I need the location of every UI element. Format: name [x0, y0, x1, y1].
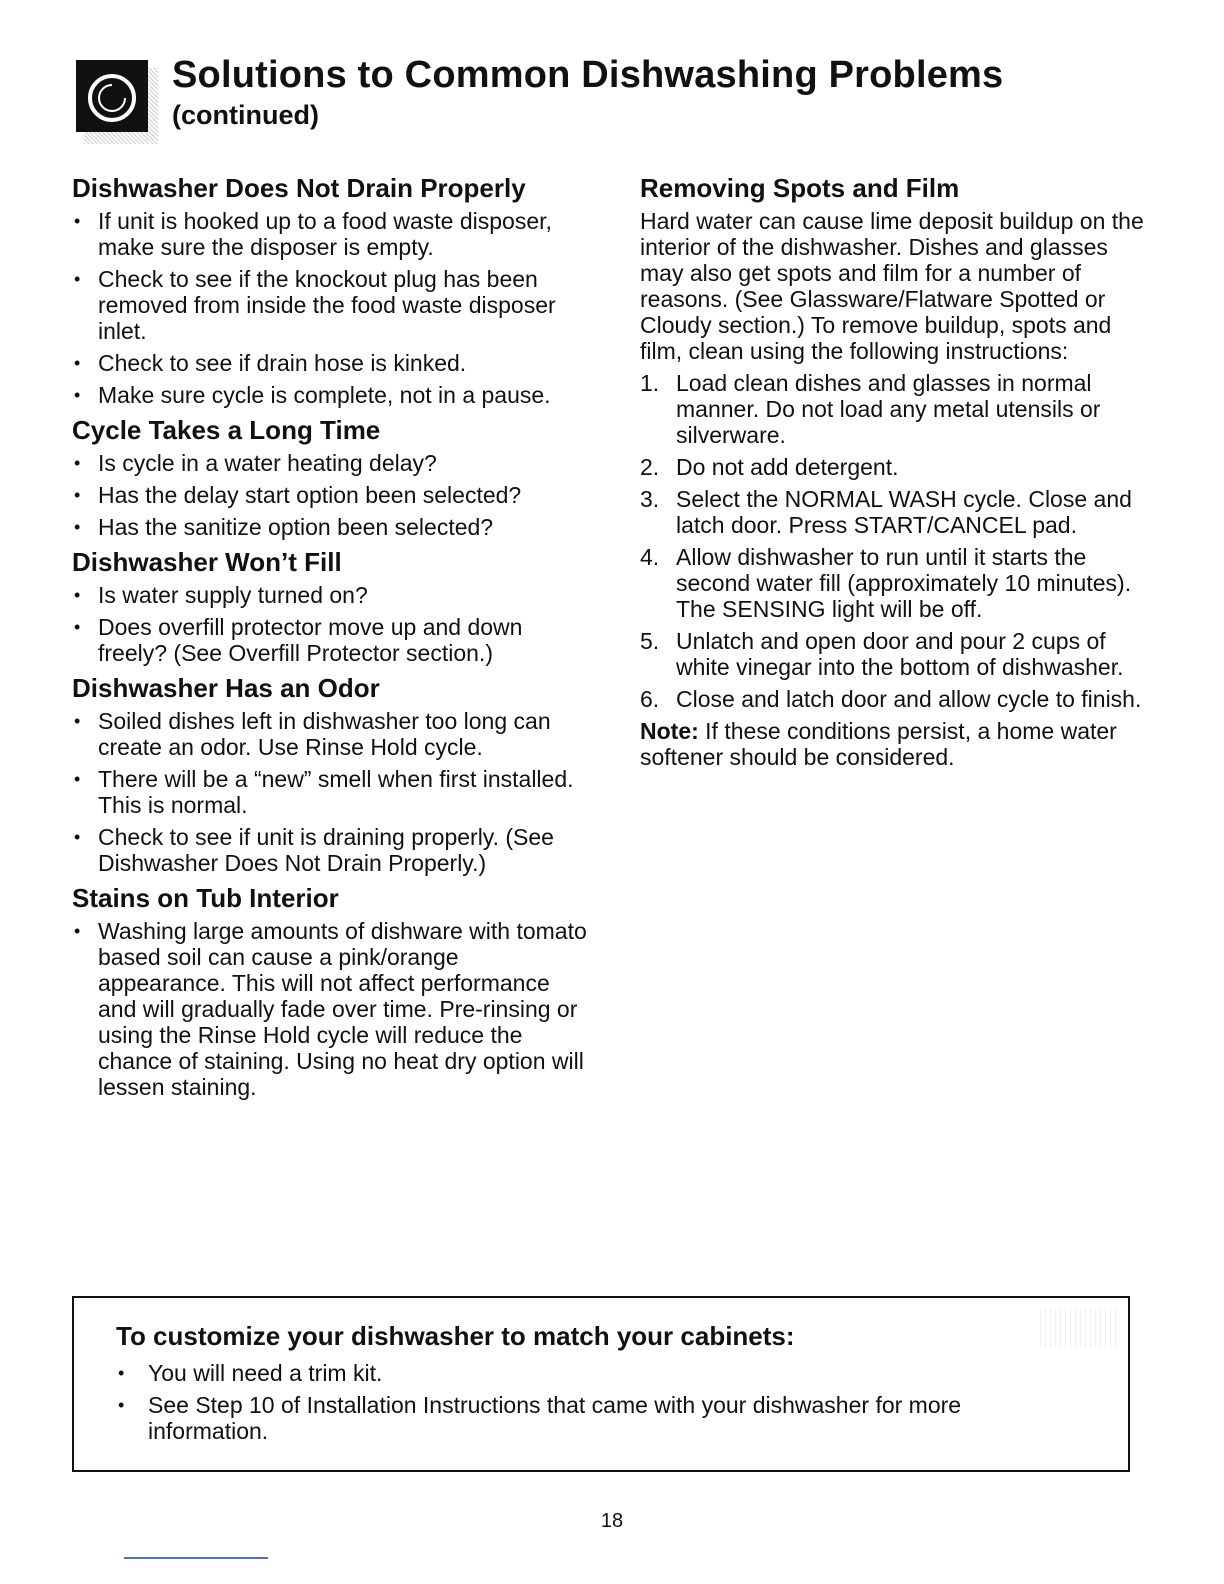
step-number: 3.: [640, 486, 660, 512]
note-text: If these conditions persist, a home water softener should be considered.: [640, 718, 1117, 770]
logo-shadow: [148, 68, 158, 144]
list-item: • Check to see if the knockout plug has been removed from inside the food waste disposer inlet.: [72, 266, 592, 344]
section-odor: [72, 672, 592, 876]
list-item: • Is cycle in a water heating delay?: [72, 450, 592, 476]
page-subtitle: (continued): [172, 100, 319, 130]
page-title: Solutions to Common Dishwashing Problems: [172, 54, 1004, 96]
list-item: • Does overfill protector move up and down freely? (See Overfill Protector section.): [72, 614, 592, 666]
right-column: [640, 172, 1150, 776]
step-text: Select the NORMAL WASH cycle. Close and latch door. Press START/CANCEL pad.: [676, 486, 1132, 538]
list-item: • You will need a trim kit.: [116, 1360, 1076, 1386]
step-text: Unlatch and open door and pour 2 cups of white vinegar into the bottom of dishwasher.: [676, 628, 1124, 680]
steps-list: [640, 370, 1150, 712]
note-paragraph: [640, 718, 1150, 770]
intro-paragraph: Hard water can cause lime deposit buildup on the interior of the dishwasher. Dishes and glasses may also get spots and film for a number of reasons. (See Glassware/Flatware Spotted or Cloudy section.) To remove buildup, spots and film, clean using the following instructions:: [640, 208, 1144, 364]
list-item: • See Step 10 of Installation Instructions that came with your dishwasher for more information.: [116, 1392, 1076, 1444]
logo-shadow: [84, 132, 156, 144]
step-number: 1.: [640, 370, 660, 396]
step-text: Load clean dishes and glasses in normal manner. Do not load any metal utensils or silverware.: [676, 370, 1101, 448]
step-item: [640, 486, 1150, 538]
step-item: [640, 686, 1150, 712]
section-long-time: [72, 414, 592, 540]
customize-box: [72, 1296, 1130, 1472]
list-item: • Check to see if unit is draining properly. (See Dishwasher Does Not Drain Properly.): [72, 824, 592, 876]
step-text: Allow dishwasher to run until it starts the second water fill (approximately 10 minutes). The SENSING light will be off.: [676, 544, 1132, 622]
page-number: 18: [600, 1510, 624, 1532]
dishwasher-logo-icon: [76, 60, 148, 132]
section-wont-fill: [72, 546, 592, 666]
section-does-not-drain: [72, 172, 592, 408]
list-item: • If unit is hooked up to a food waste disposer, make sure the disposer is empty.: [72, 208, 592, 260]
section-heading: Dishwasher Won’t Fill: [72, 547, 342, 577]
list-item: • Check to see if drain hose is kinked.: [72, 350, 592, 376]
section-stains: [72, 882, 592, 1100]
list-item: • Has the delay start option been selected?: [72, 482, 592, 508]
note-label: Note:: [640, 718, 699, 744]
step-number: 6.: [640, 686, 660, 712]
step-item: [640, 370, 1150, 448]
section-heading: Cycle Takes a Long Time: [72, 415, 381, 445]
list-item: • Washing large amounts of dishware with tomato based soil can cause a pink/orange appearance. This will not affect performance and will gradually fade over time. Pre-rinsing or using the Rinse Hold cycle will reduce the chance of staining. Using no heat dry option will lessen staining.: [72, 918, 592, 1100]
step-item: [640, 544, 1150, 622]
step-text: Do not add detergent.: [676, 454, 899, 480]
step-text: Close and latch door and allow cycle to finish.: [676, 686, 1142, 712]
section-heading: Stains on Tub Interior: [72, 883, 339, 913]
section-heading: Dishwasher Does Not Drain Properly: [72, 173, 526, 203]
list-item: • Soiled dishes left in dishwasher too long can create an odor. Use Rinse Hold cycle.: [72, 708, 592, 760]
list-item: • Has the sanitize option been selected?: [72, 514, 592, 540]
box-heading: To customize your dishwasher to match your cabinets:: [116, 1321, 795, 1351]
section-heading: Dishwasher Has an Odor: [72, 673, 380, 703]
footer-rule: [124, 1557, 268, 1559]
step-number: 2.: [640, 454, 660, 480]
list-item: • Is water supply turned on?: [72, 582, 592, 608]
step-number: 4.: [640, 544, 660, 570]
step-item: [640, 454, 1150, 480]
section-heading: Removing Spots and Film: [640, 173, 960, 203]
step-item: [640, 628, 1150, 680]
list-item: • Make sure cycle is complete, not in a pause.: [72, 382, 592, 408]
step-number: 5.: [640, 628, 660, 654]
left-column: [72, 172, 592, 1106]
list-item: • There will be a “new” smell when first installed. This is normal.: [72, 766, 592, 818]
